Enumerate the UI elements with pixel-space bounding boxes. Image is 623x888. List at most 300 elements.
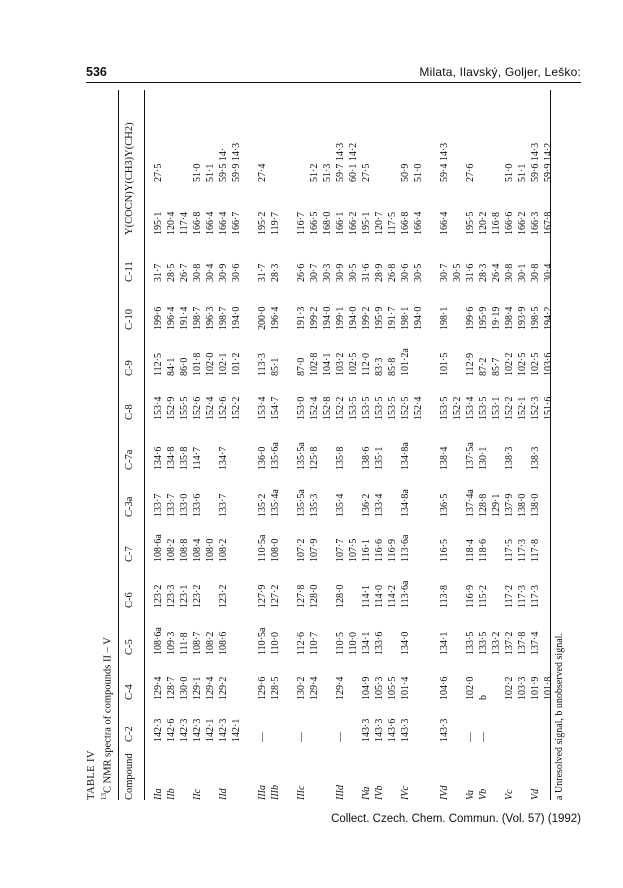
table-cell: 142·1 <box>205 718 216 742</box>
table-cell <box>243 212 256 235</box>
table-cell: 166·4 <box>205 211 216 235</box>
table-cell: 110·5a <box>257 627 268 655</box>
table-cell <box>425 307 438 330</box>
table-cell <box>490 143 503 182</box>
table-cell: 116·9 <box>465 585 476 608</box>
table-cell: 135·8 <box>335 446 346 470</box>
table-cell <box>386 489 399 517</box>
table-cell: 115·2 <box>478 585 489 608</box>
table-cell: 152·4 <box>205 396 216 420</box>
table-column-c5 <box>152 627 568 655</box>
table-cell <box>386 627 399 655</box>
table-cell: 108·0 <box>205 538 216 562</box>
table-cell: 155·5 <box>179 396 190 420</box>
table-cell <box>373 143 386 182</box>
table-cell: 137·5a <box>465 442 476 470</box>
table-cell: 137·9 <box>504 493 515 517</box>
column-header: C-11 <box>124 261 135 282</box>
table-column-c2 <box>152 719 568 742</box>
table-cell: 135·4a <box>270 489 281 517</box>
table-cell <box>555 143 568 182</box>
table-cell: 194·0 <box>348 306 359 330</box>
table-column-c10 <box>152 307 568 330</box>
table-cell: 142·6 <box>166 718 177 742</box>
table-cell: 166·4 <box>413 211 424 235</box>
table-cell: 195·1 <box>153 211 164 235</box>
table-cell: 51·0 <box>413 163 424 182</box>
table-cell: 26·7 <box>179 263 190 282</box>
table-cell: 113·6a <box>400 580 411 608</box>
table-cell: IIIb <box>270 785 281 800</box>
table-cell: 59·6 14·3 <box>530 142 541 182</box>
table-cell: 107·5 <box>348 538 359 562</box>
table-cell <box>412 442 425 470</box>
journal-footer: Collect. Czech. Chem. Commun. (Vol. 57) (1992) <box>331 813 581 825</box>
table-cell: 153·4 <box>257 396 268 420</box>
table-cell <box>243 627 256 655</box>
table-cell <box>321 442 334 470</box>
table-cell <box>451 212 464 235</box>
table-cell: 86·0 <box>179 357 190 376</box>
table-cell: 152·3 <box>530 396 541 420</box>
table-cell: 133·7 <box>153 493 164 517</box>
table-cell: 138·0 <box>517 493 528 517</box>
table-cell <box>243 677 256 700</box>
table-cell: 143·3 <box>439 718 450 742</box>
table-cell: 108·6a <box>153 627 164 655</box>
table-cell: IIIa <box>257 785 268 800</box>
table-cell: 112·6 <box>296 632 307 655</box>
table-cell: 153·5 <box>374 396 385 420</box>
table-cell: 51·3 <box>322 163 333 182</box>
table-cell: 30·5 <box>413 263 424 282</box>
table-cell: 104·9 <box>361 676 372 700</box>
table-cell: 166·2 <box>348 211 359 235</box>
table-cell: 114·2 <box>387 585 398 608</box>
table-cell: 51·1 <box>205 163 216 182</box>
table-column-c6 <box>152 581 568 608</box>
table-cell: 195·2 <box>257 211 268 235</box>
column-header: C-3a <box>124 496 135 517</box>
table-column-compound <box>152 785 568 800</box>
table-cell: 114·0 <box>374 585 385 608</box>
table-cell: 129·4 <box>153 676 164 700</box>
table-cell: 123·2 <box>153 584 164 608</box>
table-cell <box>321 785 334 800</box>
table-cell: 87·0 <box>296 357 307 376</box>
table-cell <box>178 143 191 182</box>
table-cell: 108·2 <box>205 631 216 655</box>
table-cell: 143·6 <box>387 718 398 742</box>
table-cell: 113·6a <box>400 534 411 562</box>
table-cell: 166·1 <box>335 211 346 235</box>
table-cell: 143·3 <box>400 718 411 742</box>
table-cell: 102·2 <box>504 676 515 700</box>
table-cell: 194·0 <box>322 306 333 330</box>
table-cell: 30·1 <box>517 263 528 282</box>
table-cell <box>178 785 191 800</box>
table-cell <box>542 581 555 608</box>
table-cell <box>243 397 256 420</box>
table-cell <box>230 442 243 470</box>
table-cell: 60·1 14·2 <box>348 142 359 182</box>
table-cell <box>347 677 360 700</box>
table-cell: 152·6 <box>192 396 203 420</box>
table-cell: Vc <box>504 789 515 800</box>
table-cell: 152·4 <box>413 396 424 420</box>
table-cell: 142·3 <box>179 718 190 742</box>
table-cell: 133·6 <box>192 493 203 517</box>
table-cell: 196·3 <box>205 306 216 330</box>
table-cell: 128·8 <box>478 493 489 517</box>
table-cell: 110·5 <box>335 632 346 655</box>
column-header: C-5 <box>124 639 135 655</box>
table-cell: 135·5a <box>296 489 307 517</box>
table-column-c7 <box>152 534 568 562</box>
table-cell <box>386 143 399 182</box>
table-cell: 108·6 <box>218 631 229 655</box>
table-cell: 30·4 <box>543 263 554 282</box>
table-cell: 102·5 <box>517 352 528 376</box>
table-cell <box>282 581 295 608</box>
table-column-yext <box>152 143 568 182</box>
table-cell: 198·4 <box>504 306 515 330</box>
table-cell: 108·2 <box>166 538 177 562</box>
table-cell: 153·5 <box>439 396 450 420</box>
table-cell: 112·5 <box>153 353 164 376</box>
table-cell: 59·5 14· <box>218 147 229 182</box>
table-cell <box>542 489 555 517</box>
table-cell: 133·0 <box>179 493 190 517</box>
table-cell: 125·8 <box>309 446 320 470</box>
table-cell <box>295 143 308 182</box>
caption-text: C NMR spectra of compounds II – V <box>102 637 114 793</box>
table-cell: 134·1 <box>361 631 372 655</box>
table-cell <box>230 627 243 655</box>
table-caption <box>100 637 114 800</box>
table-cell: 136·2 <box>361 493 372 517</box>
table-cell <box>555 581 568 608</box>
table-cell: 108·0 <box>270 538 281 562</box>
table-cell: 101·8 <box>543 676 554 700</box>
table-cell: 152·2 <box>231 396 242 420</box>
table-cell: 117·5 <box>504 539 515 562</box>
table-cell: 116·8 <box>491 212 502 235</box>
table-cell <box>282 719 295 742</box>
table-cell <box>529 719 542 742</box>
table-cell: 103·2 <box>335 352 346 376</box>
table-cell <box>243 785 256 800</box>
table-cell <box>412 581 425 608</box>
table-cell: 30·8 <box>504 263 515 282</box>
table-cell: 83·3 <box>374 357 385 376</box>
table-cell: 27·4 <box>257 163 268 182</box>
table-cell <box>490 581 503 608</box>
table-cell: 194·2 <box>543 306 554 330</box>
table-cell: 116·7 <box>296 212 307 235</box>
table-cell: 166·2 <box>517 211 528 235</box>
table-cell: 152·1 <box>517 396 528 420</box>
column-header: C-4 <box>124 684 135 700</box>
table-cell: 120·2 <box>478 211 489 235</box>
table-cell: 117·8 <box>530 539 541 562</box>
table-cell <box>425 143 438 182</box>
table-cell: 133·7 <box>218 493 229 517</box>
table-cell: 85·1 <box>270 357 281 376</box>
table-cell: 31·6 <box>465 263 476 282</box>
table-cell: 26·4 <box>491 263 502 282</box>
table-cell <box>282 397 295 420</box>
table-cell <box>269 719 282 742</box>
table-cell <box>243 307 256 330</box>
table-cell: — <box>478 732 489 742</box>
table-cell: 152·6 <box>218 396 229 420</box>
table-cell <box>243 264 256 282</box>
table-cell: 137·2 <box>504 631 515 655</box>
table-cell <box>516 719 529 742</box>
table-cell: 129·1 <box>192 676 203 700</box>
table-cell: 152·2 <box>335 396 346 420</box>
table-cell: 102·2 <box>504 352 515 376</box>
table-cell: 134·0 <box>400 631 411 655</box>
table-cell: Va <box>465 790 476 800</box>
table-cell: 50·9 <box>400 163 411 182</box>
table-cell: 191·4 <box>179 306 190 330</box>
table-cell: 102·1 <box>218 352 229 376</box>
table-cell: 112·9 <box>465 353 476 376</box>
table-cell: 27·5 <box>361 163 372 182</box>
table-cell: 200·0 <box>257 306 268 330</box>
table-cell: 84·1 <box>166 357 177 376</box>
table-cell: 123·1 <box>179 584 190 608</box>
table-cell: 120·7 <box>374 211 385 235</box>
table-cell: 137·4a <box>465 489 476 517</box>
table-cell <box>321 677 334 700</box>
table-cell <box>542 442 555 470</box>
column-header: C-2 <box>124 726 135 742</box>
table-cell: 194·0 <box>231 306 242 330</box>
table-cell: IVc <box>400 786 411 800</box>
table-cell: 103·3 <box>517 676 528 700</box>
table-cell <box>282 442 295 470</box>
table-cell: 130·0 <box>179 676 190 700</box>
table-cell <box>412 348 425 376</box>
table-cell <box>230 677 243 700</box>
table-cell: 135·6a <box>270 442 281 470</box>
table-bottom-rule <box>550 90 551 800</box>
table-cell: 133·5 <box>465 631 476 655</box>
table-cell: 152·5 <box>400 396 411 420</box>
table-cell <box>425 442 438 470</box>
table-cell: 28·3 <box>478 263 489 282</box>
table-cell: 30·6 <box>231 263 242 282</box>
table-column-c7a <box>152 442 568 470</box>
table-cell: 191·3 <box>296 306 307 330</box>
table-cell: 101·9 <box>530 676 541 700</box>
table-cell: 153·1 <box>491 396 502 420</box>
table-cell <box>321 581 334 608</box>
table-cell <box>412 534 425 562</box>
table-top-rule <box>118 90 119 800</box>
table-cell: 199·6 <box>153 306 164 330</box>
table-cell: 87·2 <box>478 357 489 376</box>
table-cell: 51·2 <box>309 163 320 182</box>
table-cell <box>412 785 425 800</box>
table-cell <box>204 785 217 800</box>
table-cell: 152·2 <box>504 396 515 420</box>
table-cell <box>425 489 438 517</box>
table-cell <box>425 785 438 800</box>
table-cell: 107·9 <box>309 538 320 562</box>
table-cell: 30·6 <box>400 263 411 282</box>
nmr-table <box>86 90 571 800</box>
table-cell <box>347 785 360 800</box>
table-cell: 135·1 <box>374 446 385 470</box>
table-cell: 196·4 <box>166 306 177 330</box>
table-cell: 113·8 <box>439 585 450 608</box>
running-header-authors: Milata, Ilavský, Goljer, Leško: <box>419 65 581 79</box>
table-cell: 110·0 <box>270 632 281 655</box>
table-cell: 101·5 <box>439 352 450 376</box>
table-cell: 30·8 <box>192 263 203 282</box>
table-cell <box>243 581 256 608</box>
table-cell: 30·9 <box>218 263 229 282</box>
table-cell: 51·0 <box>192 163 203 182</box>
table-cell <box>425 677 438 700</box>
table-cell: 114·1 <box>361 585 372 608</box>
header-rule <box>86 82 581 83</box>
table-cell: 198·5 <box>530 306 541 330</box>
table-cell: 117·3 <box>517 539 528 562</box>
table-cell <box>425 719 438 742</box>
table-cell: 102·0 <box>465 676 476 700</box>
table-cell: 130·2 <box>296 676 307 700</box>
table-cell <box>282 489 295 517</box>
table-cell: 134·8a <box>400 442 411 470</box>
table-cell: 85·8 <box>387 357 398 376</box>
table-cell: 198·1 <box>439 306 450 330</box>
table-cell <box>555 348 568 376</box>
table-cell <box>243 348 256 376</box>
table-cell <box>425 397 438 420</box>
table-column-c11 <box>152 264 568 282</box>
table-cell: 108·6a <box>153 534 164 562</box>
table-cell: 166·3 <box>530 211 541 235</box>
table-cell <box>425 627 438 655</box>
table-cell: 108·8 <box>179 538 190 562</box>
table-cell: Vd <box>530 788 541 800</box>
table-cell: 136·5 <box>439 493 450 517</box>
table-cell: 166·4 <box>439 211 450 235</box>
table-cell: 135·5a <box>296 442 307 470</box>
table-cell: 152·9 <box>166 396 177 420</box>
table-cell: 28·9 <box>374 263 385 282</box>
table-cell <box>451 442 464 470</box>
table-cell: IIIc <box>296 785 307 800</box>
table-cell <box>321 534 334 562</box>
table-cell <box>204 581 217 608</box>
table-cell: 51·0 <box>504 163 515 182</box>
table-cell: IId <box>218 788 229 800</box>
table-cell: IIc <box>192 788 203 800</box>
table-cell: 152·8 <box>322 396 333 420</box>
table-cell: 30·5 <box>348 263 359 282</box>
table-cell <box>555 489 568 517</box>
table-cell: 102·8 <box>309 352 320 376</box>
table-cell <box>347 442 360 470</box>
table-cell: 117·5 <box>387 212 398 235</box>
table-cell <box>451 627 464 655</box>
table-column-y <box>152 212 568 235</box>
table-cell <box>243 442 256 470</box>
table-cell: 128·7 <box>166 676 177 700</box>
table-cell: 116·5 <box>439 539 450 562</box>
table-cell: 133·7 <box>166 493 177 517</box>
table-cell <box>451 489 464 517</box>
table-cell: IVd <box>439 785 450 800</box>
table-cell: 59·9 14·2 <box>543 142 554 182</box>
table-cell <box>282 785 295 800</box>
table-cell: 134·7 <box>218 446 229 470</box>
table-cell: 107·7 <box>335 538 346 562</box>
table-cell <box>230 489 243 517</box>
table-cell <box>425 264 438 282</box>
table-cell <box>282 627 295 655</box>
table-cell <box>347 719 360 742</box>
table-cell <box>243 719 256 742</box>
table-cell: 123·2 <box>218 584 229 608</box>
table-cell: 129·4 <box>205 676 216 700</box>
table-cell <box>503 719 516 742</box>
table-cell <box>308 719 321 742</box>
table-cell: 116·6 <box>374 539 385 562</box>
table-cell <box>412 489 425 517</box>
table-cell: 103·6 <box>543 352 554 376</box>
table-cell: 119·7 <box>270 212 281 235</box>
table-cell: 128·5 <box>270 676 281 700</box>
table-cell: 138·0 <box>530 493 541 517</box>
table-cell: 116·1 <box>361 539 372 562</box>
table-cell <box>451 143 464 182</box>
table-cell <box>516 785 529 800</box>
table-cell: 136·0 <box>257 446 268 470</box>
table-cell <box>555 307 568 330</box>
table-cell <box>412 719 425 742</box>
table-cell: 191·7 <box>387 306 398 330</box>
table-cell: 30·8 <box>530 263 541 282</box>
table-cell: 117·3 <box>530 585 541 608</box>
column-header: Y(COCN)Y(CH3)Y(CH2) <box>124 122 135 235</box>
table-cell: 195·9 <box>374 306 385 330</box>
table-cell: — <box>296 732 307 742</box>
table-cell: 30·9 <box>335 263 346 282</box>
table-cell: 137·4 <box>530 631 541 655</box>
caption-superscript: 13 <box>100 793 108 800</box>
table-cell: 194·0 <box>413 306 424 330</box>
table-cell: IVb <box>374 785 385 800</box>
table-cell <box>269 143 282 182</box>
table-cell: 153·5 <box>387 396 398 420</box>
table-cell <box>230 581 243 608</box>
table-footnote: a Unresolved signal, b unobserved signal. <box>554 633 565 800</box>
table-cell: 166·7 <box>231 211 242 235</box>
table-cell: 26·8 <box>387 263 398 282</box>
table-cell: 28·3 <box>270 263 281 282</box>
table-column-c8 <box>152 397 568 420</box>
table-cell: — <box>465 732 476 742</box>
table-cell: 152·2 <box>452 396 463 420</box>
table-cell: 134·8a <box>400 489 411 517</box>
